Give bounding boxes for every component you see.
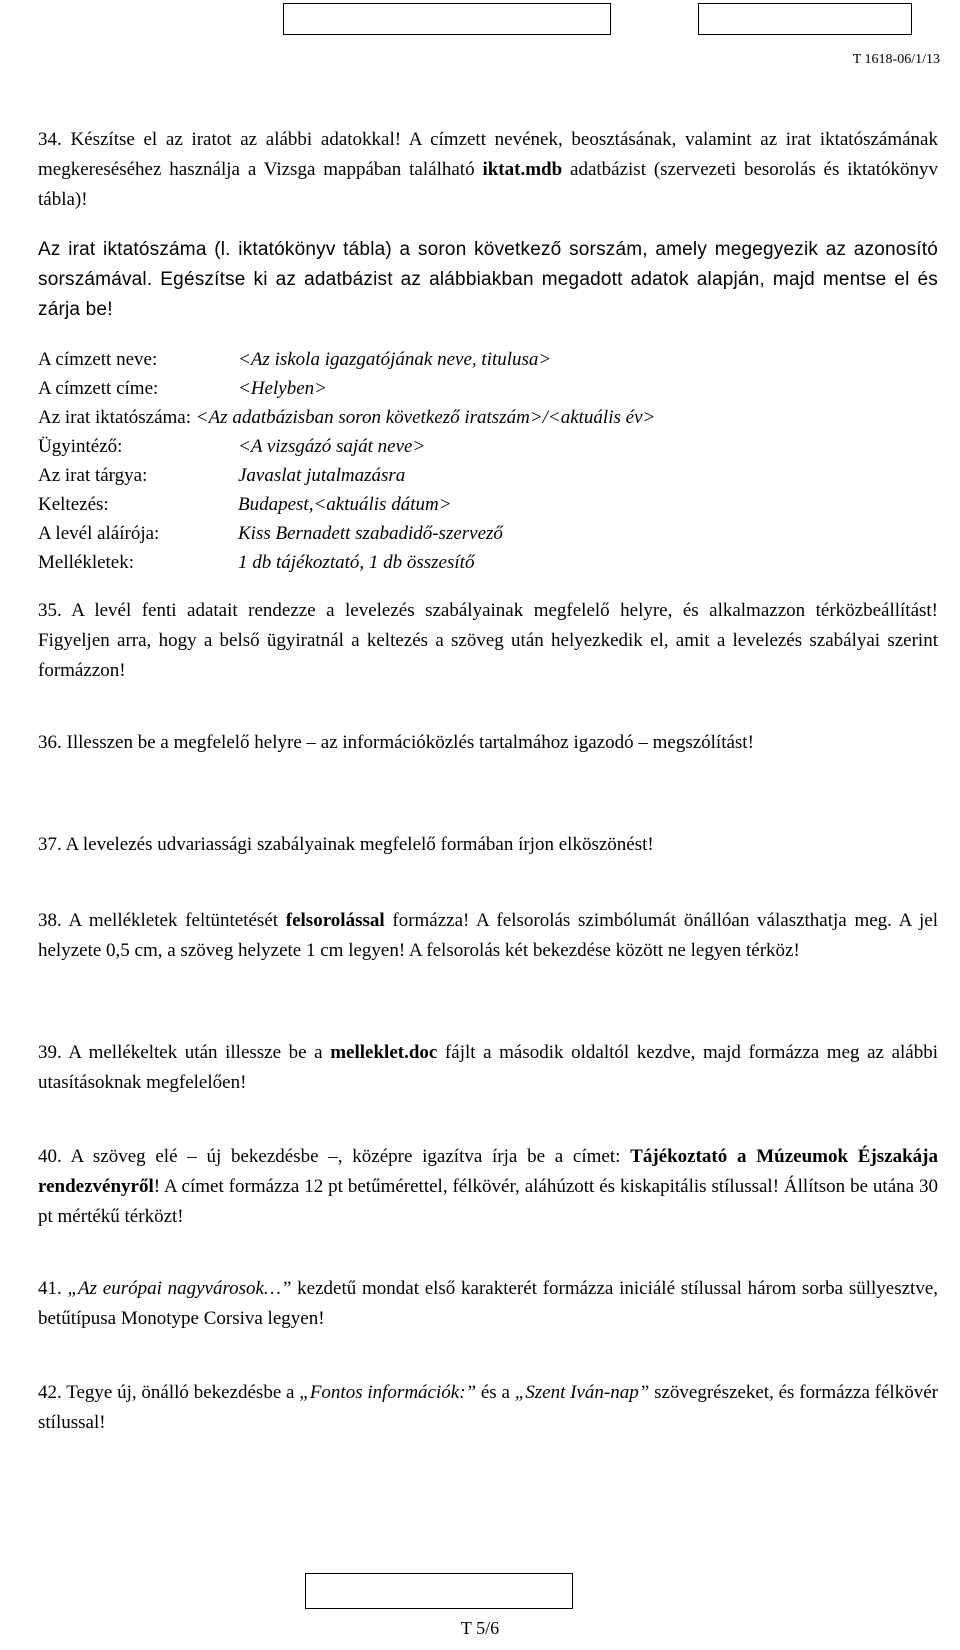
field-signatory (38, 520, 503, 548)
field-label: A levél aláírója: (38, 523, 160, 544)
document-code: T 1618-06/1/13 (852, 52, 940, 67)
task-41 (38, 1274, 938, 1334)
task-text: A levél fenti adatait rendezze a levelezés szabályainak megfelelő helyre, és alkalmazzon térközbeállítást! Figyeljen arra, hogy a belső ügyiratnál a keltezés a szöveg után helyezkedik el, amit a levelezés szabályai szerint formázzon! (38, 600, 938, 681)
task-text: Tegye új, önálló bekezdésbe a (66, 1382, 300, 1403)
task-number: 39. (38, 1042, 62, 1063)
header-score-box-left (283, 3, 611, 35)
task-text: A szöveg elé – új bekezdésbe –, középre igazítva írja be a címet: (70, 1146, 631, 1167)
task-text: adatbázist (szervezeti besorolás és iktatókönyv tábla)! (38, 159, 939, 210)
task-text: A mellékeltek után illessze be a (68, 1042, 331, 1063)
field-label: Az irat tárgya: (38, 465, 148, 486)
task-text: fájlt a második oldaltól kezdve, majd formázza meg az alábbi utasításoknak megfelelően! (38, 1042, 939, 1093)
title-bold: Tájékoztató a Múzeumok Éjszakája rendezvényről (38, 1146, 939, 1197)
field-label: Mellékletek: (38, 552, 135, 573)
field-reference-number (38, 404, 655, 432)
field-value: <Az iskola igazgatójának neve, titulusa> (238, 349, 552, 370)
field-value: Javaslat jutalmazásra (238, 465, 406, 486)
header-score-box-right (698, 3, 912, 35)
task-number: 40. (38, 1146, 62, 1167)
task-text: szövegrészeket, és formázza félkövér stílussal! (38, 1382, 938, 1433)
task-number: 38. (38, 910, 62, 931)
field-label: Az irat iktatószáma: (38, 407, 191, 428)
page-number: T 5/6 (460, 1618, 500, 1638)
task-text: Egészítse ki az adatbázist az alábbiakban megadott adatok alapján, majd mentse el és zárja be! (38, 269, 938, 320)
field-case-officer (38, 433, 426, 461)
task-39 (38, 1038, 938, 1098)
task-text: és a (476, 1382, 515, 1403)
field-recipient-name (38, 346, 552, 374)
field-label: A címzett neve: (38, 349, 158, 370)
field-value: <A vizsgázó saját neve> (238, 436, 426, 457)
task-number: 35. (38, 600, 62, 621)
task-number: 34. (38, 129, 62, 150)
task-37 (38, 830, 938, 860)
field-value: <Az adatbázisban soron következő iratszám>/<aktuális év> (191, 407, 656, 428)
field-value: 1 db tájékoztató, 1 db összesítő (238, 552, 475, 573)
task-text: A levelezés udvariassági szabályainak megfelelő formában írjon elköszönést! (65, 834, 654, 855)
quoted-phrase: „Fontos információk:” (299, 1382, 477, 1403)
task-text: formázza! A felsorolás szimbólumát önállóan választhatja meg. A jel helyzete 0,5 cm, a szöveg helyzete 1 cm legyen! A felsorolás két bekezdése között ne legyen térköz! (38, 910, 938, 961)
filename-bold: melleklet.doc (330, 1042, 438, 1063)
task-35 (38, 596, 938, 686)
field-subject (38, 462, 406, 490)
task-38 (38, 906, 938, 966)
task-number: 37. (38, 834, 62, 855)
field-date (38, 491, 452, 519)
footer-score-box (305, 1573, 573, 1609)
bold-term: felsorolással (285, 910, 385, 931)
task-34 (38, 125, 938, 215)
task-text: ! A címet formázza 12 pt betűmérettel, félkövér, aláhúzott és kiskapitális stílussal! Állítson be utána 30 pt mértékű térközt! (38, 1176, 938, 1227)
task-text-sans: Az irat iktatószáma (l. iktatókönyv tábla) a soron következő sorszám, amely megegyezik az azonosító sorszámával. (38, 239, 938, 290)
field-attachments (38, 549, 475, 577)
field-recipient-address (38, 375, 327, 403)
task-text: Készítse el az iratot az alábbi adatokkal! A címzett nevének, beosztásának, valamint az irat iktatószámának megkereséséhez használja a Vizsga mappában található (38, 129, 938, 180)
task-text: kezdetű mondat első karakterét formázza iniciálé stílussal három sorba süllyesztve, betűtípusa Monotype Corsiva legyen! (38, 1278, 938, 1329)
task-34-paragraph-2 (38, 235, 938, 325)
field-value: <Helyben> (238, 378, 327, 399)
quoted-phrase: „Az európai nagyvárosok…” (67, 1278, 292, 1299)
field-label: Keltezés: (38, 494, 109, 515)
field-value: Kiss Bernadett szabadidő-szervező (238, 523, 503, 544)
task-36 (38, 728, 938, 758)
field-label: A címzett címe: (38, 378, 159, 399)
task-42 (38, 1378, 938, 1438)
filename-bold: iktat.mdb (482, 159, 563, 180)
task-text: A mellékletek feltüntetését (68, 910, 286, 931)
task-number: 41. (38, 1278, 62, 1299)
task-40 (38, 1142, 938, 1232)
task-text: Illesszen be a megfelelő helyre – az információközlés tartalmához igazodó – megszólítást! (66, 732, 754, 753)
field-label: Ügyintéző: (38, 436, 123, 457)
task-number: 36. (38, 732, 62, 753)
task-number: 42. (38, 1382, 62, 1403)
quoted-phrase: „Szent Iván-nap” (514, 1382, 650, 1403)
field-value: Budapest,<aktuális dátum> (238, 494, 452, 515)
